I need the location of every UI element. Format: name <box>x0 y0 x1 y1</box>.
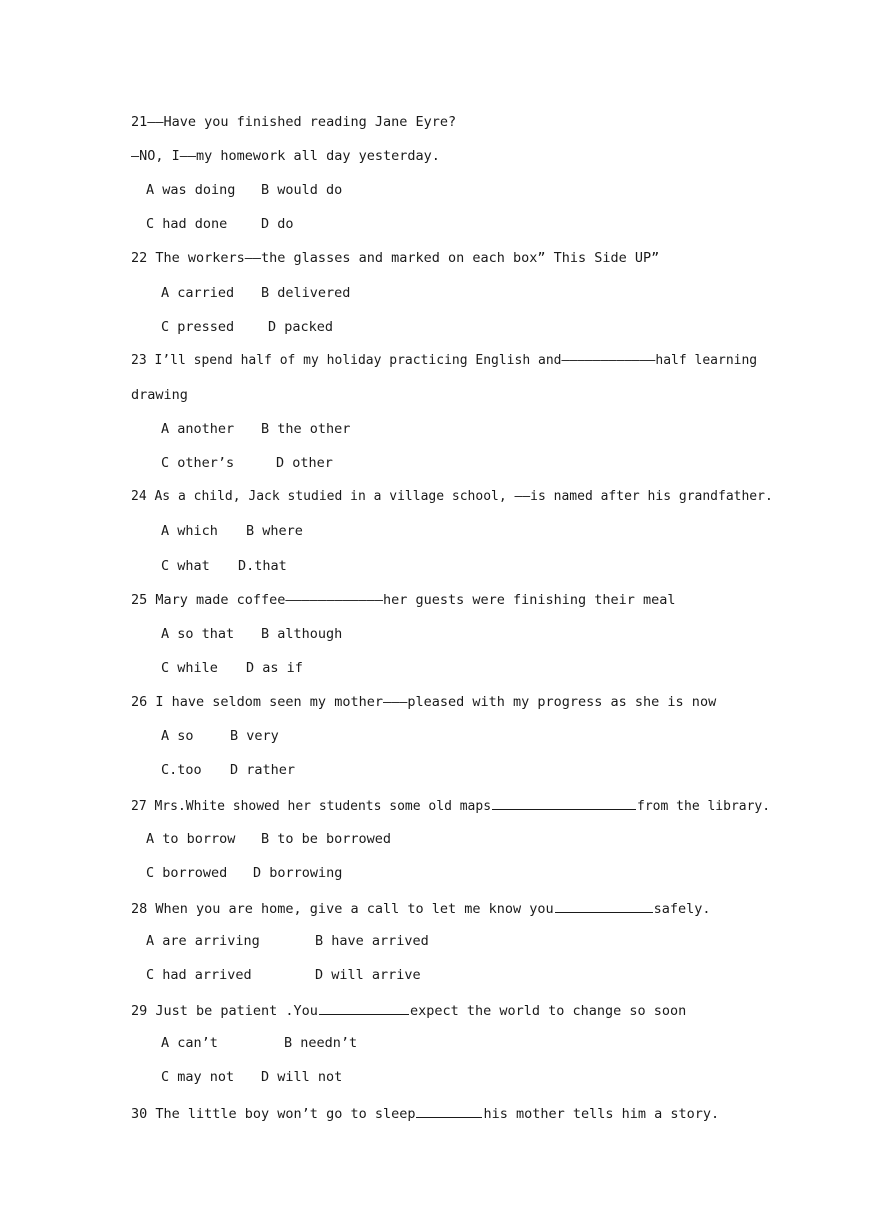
q24-option-a: A which <box>161 523 218 539</box>
q30-answer-blank <box>416 1103 482 1118</box>
q23-option-a: A another <box>161 421 235 437</box>
q22-option-b: B delivered <box>261 285 351 301</box>
q23-option-d: D other <box>276 455 333 471</box>
q21-option-d: D do <box>261 216 294 232</box>
q27-stem <box>131 795 770 816</box>
q27-stem-after: from the library. <box>637 799 771 814</box>
q22-option-d: D packed <box>268 319 334 335</box>
q27-option-b: B to be borrowed <box>261 831 392 847</box>
q30-stem-before: 30 The little boy won’t go to sleep <box>131 1106 416 1122</box>
q30-stem-after: his mother tells him a story. <box>483 1106 720 1122</box>
q29-stem-after: expect the world to change so soon <box>409 1003 687 1019</box>
q21-option-a: A was doing <box>146 182 236 198</box>
q25-stem: 25 Mary made coffee————————————her guests were finishing their meal <box>131 592 676 608</box>
q27-answer-blank <box>492 795 636 810</box>
q29-answer-blank <box>319 1000 409 1015</box>
q28-option-b: B have arrived <box>315 933 429 949</box>
q25-option-d: D as if <box>246 660 303 676</box>
q21-option-c: C had done <box>146 216 228 232</box>
q27-option-a: A to borrow <box>146 831 236 847</box>
q29-stem-before: 29 Just be patient .You <box>131 1003 318 1019</box>
q29-option-c: C may not <box>161 1069 235 1085</box>
q27-stem-before: 27 Mrs.White showed her students some old maps <box>131 799 492 814</box>
q22-option-a: A carried <box>161 285 235 301</box>
q30-stem <box>131 1103 719 1123</box>
q28-stem <box>131 898 711 918</box>
q23-option-c: C other’s <box>161 455 235 471</box>
q22-stem: 22 The workers——the glasses and marked on each box” This Side UP” <box>131 250 660 266</box>
q29-option-b: B needn’t <box>284 1035 358 1051</box>
q28-option-c: C had arrived <box>146 967 252 983</box>
q26-option-a: A so <box>161 728 194 744</box>
q26-option-b: B very <box>230 728 279 744</box>
q29-stem <box>131 1000 686 1020</box>
q24-option-c: C what <box>161 558 210 574</box>
q21-option-b: B would do <box>261 182 343 198</box>
q29-option-d: D will not <box>261 1069 343 1085</box>
q25-option-b: B although <box>261 626 343 642</box>
q21-reply: —NO, I——my homework all day yesterday. <box>131 148 440 164</box>
q28-stem-before: 28 When you are home, give a call to let me know you <box>131 901 554 917</box>
q21-stem: 21——Have you finished reading Jane Eyre? <box>131 114 457 130</box>
q23-option-b: B the other <box>261 421 351 437</box>
q23-stem: 23 I’ll spend half of my holiday practicing English and————————————half learning <box>131 353 758 368</box>
q27-option-d: D borrowing <box>253 865 343 881</box>
q24-option-d: D.that <box>238 558 287 574</box>
q28-answer-blank <box>555 898 653 913</box>
q28-option-d: D will arrive <box>315 967 421 983</box>
q25-option-a: A so that <box>161 626 235 642</box>
q26-option-c: C.too <box>161 762 202 778</box>
q28-stem-after: safely. <box>653 901 711 917</box>
q23-stem-cont: drawing <box>131 387 188 403</box>
q25-option-c: C while <box>161 660 218 676</box>
q26-stem: 26 I have seldom seen my mother———pleased with my progress as she is now <box>131 694 717 710</box>
q24-stem: 24 As a child, Jack studied in a village school, ——is named after his grandfather. <box>131 489 773 504</box>
q24-option-b: B where <box>246 523 303 539</box>
q29-option-a: A can’t <box>161 1035 218 1051</box>
q27-option-c: C borrowed <box>146 865 228 881</box>
q28-option-a: A are arriving <box>146 933 260 949</box>
q26-option-d: D rather <box>230 762 296 778</box>
q22-option-c: C pressed <box>161 319 235 335</box>
